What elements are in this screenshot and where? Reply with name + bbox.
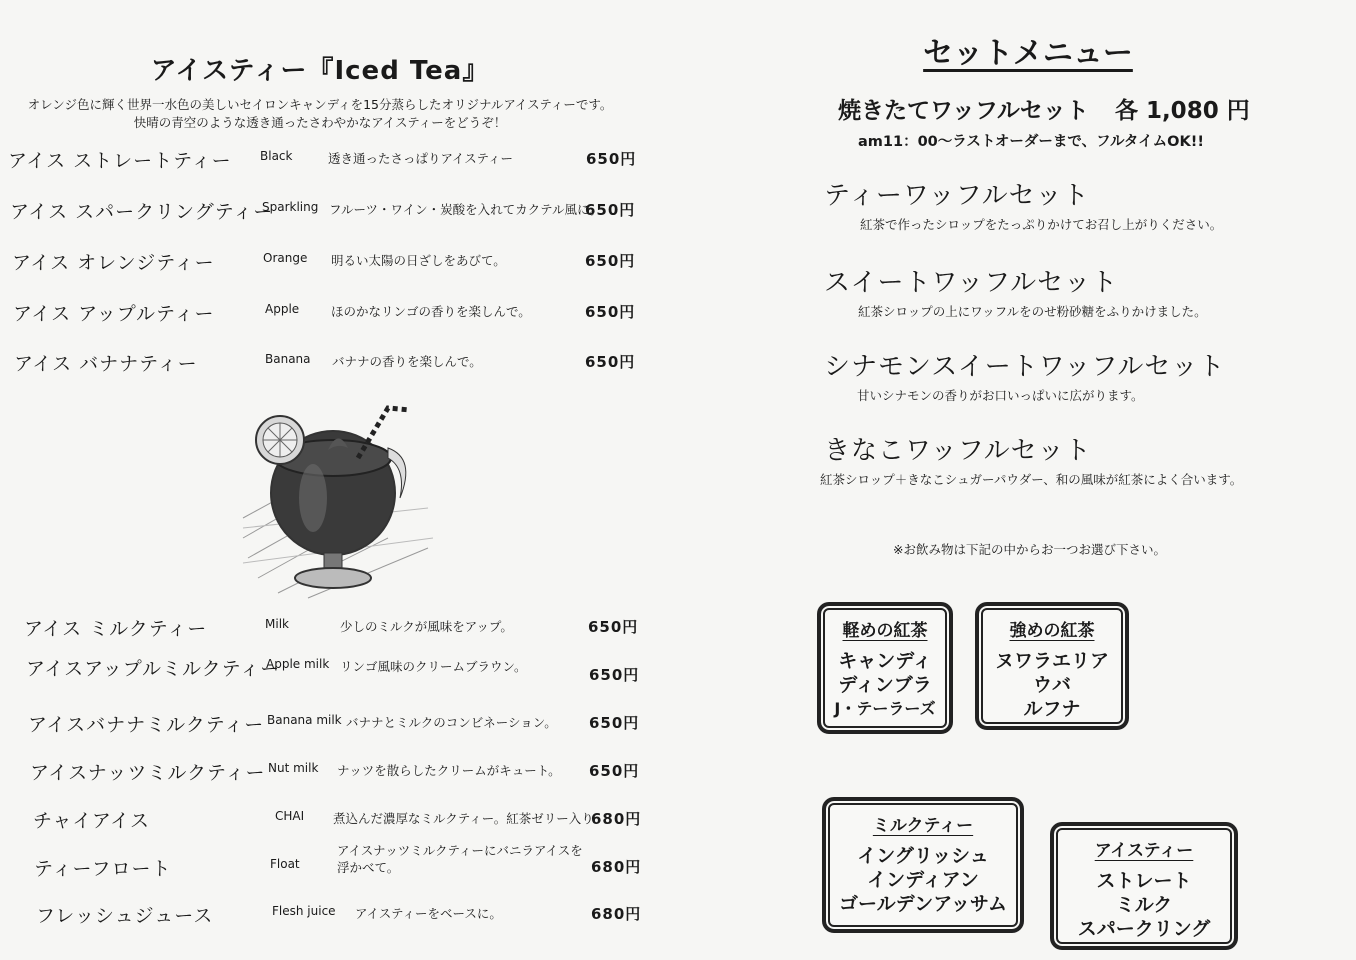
item-name: アイス スパークリングティー [10, 201, 274, 223]
waffle-set-name: スイートワッフルセット [824, 268, 1119, 298]
drink-option: イングリッシュ [857, 845, 989, 867]
item-description: 透き通ったさっぱりアイスティー [328, 151, 514, 166]
item-english: Apple [265, 302, 300, 316]
waffle-set-name: きなこワッフルセット [824, 436, 1092, 466]
drink-option: ミルク [1115, 894, 1173, 916]
set-menu-section [700, 0, 1356, 960]
waffle-set-price: 各 1,080 円 [1114, 98, 1250, 124]
waffle-set-description: 甘いシナモンの香りがお口いっぱいに広がります。 [857, 388, 1144, 403]
item-english: Flesh juice [272, 904, 336, 918]
item-price: 650円 [586, 150, 637, 168]
item-description: アイスティーをベースに。 [355, 906, 502, 921]
waffle-set [824, 262, 1207, 319]
item-description: バナナの香りを楽しんで。 [332, 354, 482, 369]
drink-box-light-tea [817, 602, 953, 734]
drink-option: ストレート [1096, 870, 1192, 892]
item-english: Float [270, 857, 300, 871]
drink-option: ルフナ [1023, 698, 1081, 720]
item-price: 680円 [591, 905, 642, 923]
waffle-set-name: 焼きたてワッフルセット [838, 98, 1089, 124]
waffle-set-heading [838, 92, 1250, 125]
iced-tea-title: アイスティー『Iced Tea』 [150, 56, 490, 86]
item-description: ほのかなリンゴの香りを楽しんで。 [331, 304, 531, 319]
item-name: ティーフロート [34, 858, 172, 880]
item-english: Banana milk [267, 713, 342, 727]
item-name: アイス アップルティー [13, 303, 215, 325]
item-english: Orange [263, 251, 308, 265]
item-name: アイス ミルクティー [24, 618, 208, 640]
drink-box-title: 軽めの紅茶 [842, 621, 928, 641]
waffle-set [824, 346, 1226, 403]
drink-option: ヌワラエリア [994, 650, 1109, 672]
drink-option: キャンディ [838, 650, 932, 672]
item-price: 680円 [591, 858, 642, 876]
item-english: Nut milk [268, 761, 319, 775]
item-price: 650円 [585, 353, 636, 371]
drink-option: スパークリング [1077, 918, 1211, 940]
item-name: アイスアップルミルクティー [26, 658, 281, 680]
drink-option: インディアン [867, 869, 979, 891]
item-english: Banana [265, 352, 311, 366]
item-description: フルーツ・ワイン・炭酸を入れてカクテル風に。 [329, 202, 603, 217]
waffle-set-name: ティーワッフルセット [824, 181, 1090, 211]
drink-box-title: アイスティー [1094, 841, 1194, 861]
waffle-set [824, 175, 1223, 232]
waffle-set-description: 紅茶で作ったシロップをたっぷりかけてお召し上がりください。 [860, 217, 1223, 232]
item-price: 650円 [588, 618, 639, 636]
item-english: Black [260, 149, 293, 163]
waffle-set-name: シナモンスイートワッフルセット [824, 352, 1226, 382]
drink-box-strong-tea [975, 602, 1129, 730]
item-name: アイス バナナティー [14, 353, 198, 375]
drink-box-iced-tea [1050, 822, 1238, 950]
drink-option: ゴールデンアッサム [839, 893, 1007, 915]
item-name: アイスバナナミルクティー [28, 714, 265, 736]
set-menu-title: セットメニュー [923, 36, 1133, 71]
drink-box-milk-tea [822, 797, 1024, 933]
item-description: 明るい太陽の日ざしをあびて。 [331, 253, 506, 268]
drink-option: J・テーラーズ [834, 699, 936, 718]
item-description: ナッツを散らしたクリームがキュート。 [337, 763, 561, 778]
item-english: Apple milk [266, 657, 330, 671]
item-english: CHAI [275, 809, 305, 823]
item-name: アイスナッツミルクティー [30, 762, 266, 784]
waffle-set-description: 紅茶シロップの上にワッフルをのせ粉砂糖をふりかけました。 [858, 304, 1207, 319]
item-description: リンゴ風味のクリームブラウン。 [340, 659, 527, 674]
waffle-hours: am11：00～ラストオーダーまで、フルタイムOK!! [858, 134, 1204, 150]
item-english: Sparkling [262, 200, 319, 214]
item-description: アイスナッツミルクティーにバニラアイスを浮かべて。 [337, 843, 583, 875]
item-description: バナナとミルクのコンビネーション。 [346, 715, 557, 730]
item-description: 少しのミルクが風味をアップ。 [340, 619, 513, 634]
drink-box-title: 強めの紅茶 [1009, 621, 1095, 641]
drink-option: ディンブラ [838, 674, 932, 696]
item-price: 650円 [589, 666, 640, 684]
item-name: アイス ストレートティー [8, 150, 232, 172]
iced-tea-glass-illustration [238, 388, 438, 600]
item-price: 650円 [585, 201, 636, 219]
item-price: 650円 [589, 762, 640, 780]
item-description: 煮込んだ濃厚なミルクティー。紅茶ゼリー入り [333, 811, 594, 826]
intro-line-1: オレンジ色に輝く世界一水色の美しいセイロンキャンディを15分蒸らしたオリジナルアイスティーです。 [27, 97, 613, 112]
item-name: チャイアイス [33, 810, 150, 832]
item-price: 680円 [591, 810, 642, 828]
drink-option: ウバ [1032, 674, 1071, 696]
item-name: フレッシュジュース [36, 905, 214, 927]
waffle-set-description: 紅茶シロップ＋きなこシュガーパウダー、和の風味が紅茶によく合います。 [820, 472, 1243, 487]
item-price: 650円 [585, 303, 636, 321]
intro-line-2: 快晴の青空のような透き通ったさわやかなアイスティーをどうぞ！ [133, 115, 507, 130]
waffle-set [820, 430, 1243, 487]
item-english: Milk [265, 617, 289, 631]
item-price: 650円 [589, 714, 640, 732]
item-name: アイス オレンジティー [12, 252, 215, 274]
drink-box-title: ミルクティー [872, 816, 974, 836]
drink-selection-note: ※お飲み物は下記の中からお一つお選び下さい。 [893, 542, 1166, 557]
item-price: 650円 [585, 252, 636, 270]
